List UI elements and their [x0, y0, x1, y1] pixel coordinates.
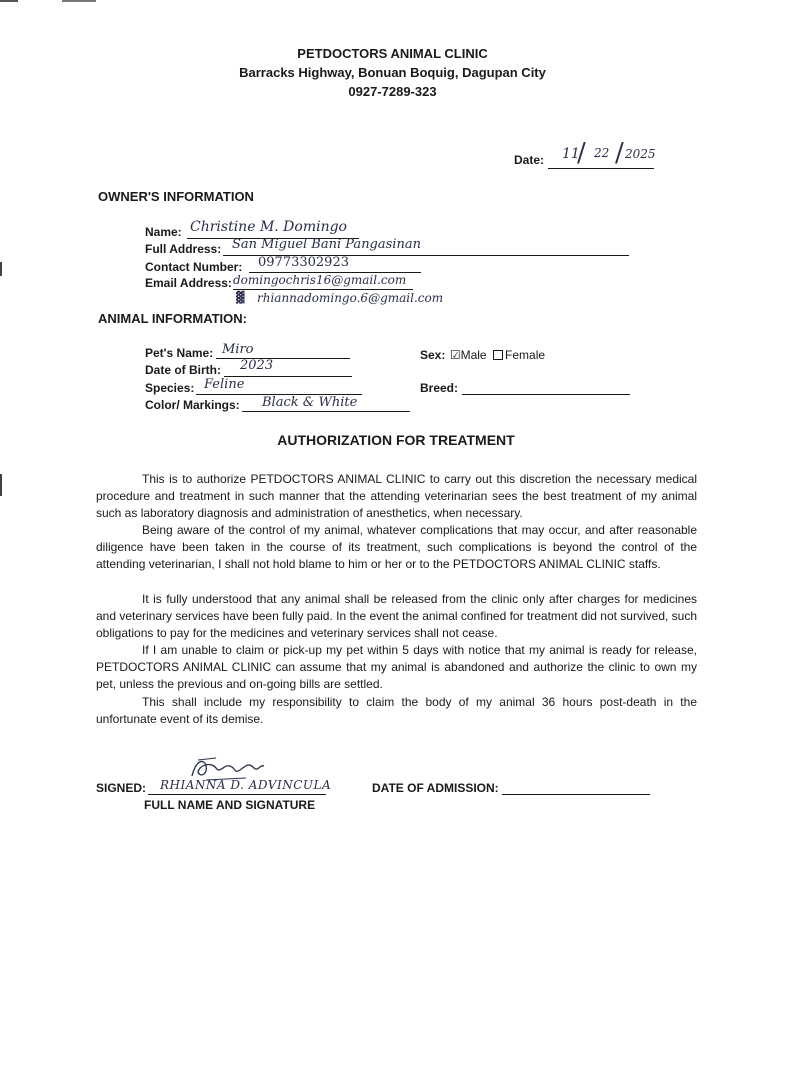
- animal-section-title: ANIMAL INFORMATION:: [98, 311, 247, 326]
- date-year: 2025: [625, 147, 656, 161]
- authorization-paragraph: Being aware of the control of my animal, whatever complications that may occur, and after reasonable diligence have been taken in the course of its treatment, such complications is beyond the control of the attending veterinarian, I shall not hold blame to him or her or to the PETDOCTORS ANIMAL CLINIC staffs.: [96, 523, 697, 571]
- scan-edge-mark: [62, 0, 96, 2]
- owner-email-value-2: rhiannadomingo.6@gmail.com: [257, 291, 444, 305]
- sex-female-label: Female: [505, 348, 546, 362]
- breed-line: [462, 394, 630, 395]
- owner-contact-value: 09773302923: [258, 255, 349, 270]
- signer-name: RHIANNA D. ADVINCULA: [160, 778, 332, 792]
- authorization-title: AUTHORIZATION FOR TREATMENT: [277, 432, 515, 448]
- sex-field: [420, 346, 545, 364]
- date-line: [548, 168, 654, 169]
- authorization-paragraph: It is fully understood that any animal shall be released from the clinic only after charges for medicines and veterinary services have been fully paid. In the event the animal confined for treatment did not survived, such obligations to pay for the medicines and veterinary services shall not cease.: [96, 592, 698, 640]
- breed-label: Breed:: [420, 381, 459, 395]
- admission-label: DATE OF ADMISSION:: [372, 781, 499, 795]
- sex-male-label: Male: [460, 348, 487, 362]
- owner-address-label: Full Address:: [145, 242, 222, 256]
- clinic-name: PETDOCTORS ANIMAL CLINIC: [297, 46, 488, 61]
- owner-name-label: Name:: [145, 225, 182, 239]
- owner-name-value: Christine M. Domingo: [190, 219, 347, 235]
- owner-address-value: San Miguel Bani Pangasinan: [232, 237, 421, 252]
- clinic-phone: 0927-7289-323: [348, 84, 437, 99]
- pet-name-label: Pet's Name:: [145, 346, 214, 360]
- date-day: 22: [594, 146, 610, 160]
- date-month: 11: [562, 146, 580, 162]
- color-value: Black & White: [262, 395, 358, 410]
- species-value: Feline: [204, 377, 245, 392]
- date-label: Date:: [514, 153, 545, 167]
- color-line: [242, 411, 410, 412]
- admission-line: [502, 794, 650, 795]
- color-label: Color/ Markings:: [145, 398, 240, 412]
- clinic-address: Barracks Highway, Bonuan Boquig, Dagupan City: [239, 65, 546, 80]
- owner-email-line: [233, 289, 413, 290]
- authorization-paragraph: This shall include my responsibility to claim the body of my animal 36 hours post-death in the unfortunate event of its demise.: [96, 695, 697, 726]
- species-label: Species:: [145, 381, 195, 395]
- date-slash: /: [577, 138, 586, 168]
- authorization-paragraph: If I am unable to claim or pick-up my pet within 5 days with notice that my animal is ready for release, PETDOCTORS ANIMAL CLINIC can assume that my animal is abandoned and authorize the clinic to own my pet, unless the previous and on-going bills are settled.: [96, 643, 697, 691]
- signed-label: SIGNED:: [96, 781, 147, 795]
- owner-email-value-1: domingochris16@gmail.com: [233, 273, 407, 287]
- owner-email-scribble: ▓: [236, 291, 244, 304]
- signature-caption: FULL NAME AND SIGNATURE: [144, 798, 316, 812]
- scan-edge-mark: [0, 0, 18, 2]
- dob-value: 2023: [240, 358, 274, 373]
- dob-label: Date of Birth:: [145, 363, 221, 377]
- owner-contact-label: Contact Number:: [145, 260, 243, 274]
- pet-name-line: [216, 358, 350, 359]
- authorization-paragraph: This is to authorize PETDOCTORS ANIMAL CLINIC to carry out this discretion the necessary medical procedure and treatment in such manner that the attending veterinarian sees the best treatment of my animal such as laboratory diagnosis and administration of anesthetics, when necessary.: [96, 472, 697, 520]
- pet-name-value: Miro: [222, 342, 254, 357]
- owner-section-title: OWNER'S INFORMATION: [98, 189, 254, 204]
- owner-email-label: Email Address:: [145, 276, 232, 290]
- scan-edge-mark: [0, 262, 2, 276]
- date-slash: /: [615, 138, 624, 168]
- scan-edge-mark: [0, 474, 2, 496]
- sex-female-checkbox[interactable]: [493, 350, 503, 360]
- sex-male-checkbox[interactable]: ☑: [449, 348, 461, 362]
- sex-label: Sex:: [420, 348, 446, 362]
- signed-line: [148, 794, 326, 795]
